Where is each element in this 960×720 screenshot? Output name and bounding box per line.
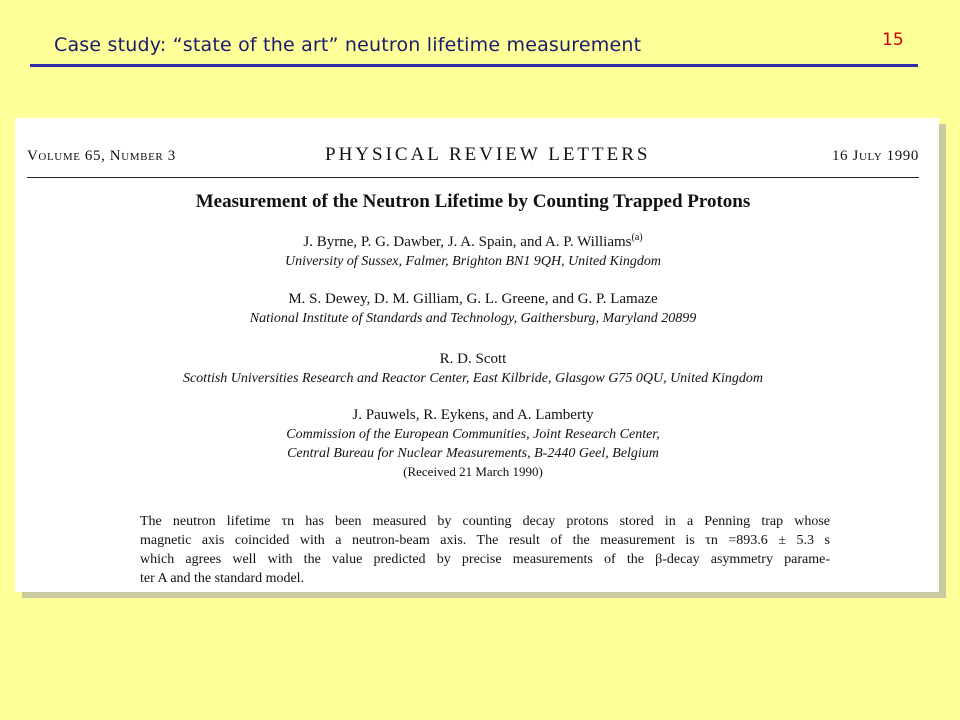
received-date: (Received 21 March 1990) — [403, 464, 543, 479]
abstract-line: ter A and the standard model. — [140, 571, 305, 586]
header-rule — [27, 177, 919, 178]
affiliation: University of Sussex, Falmer, Brighton BN1 9QH, United Kingdom — [284, 254, 662, 269]
journal-header — [27, 142, 919, 166]
abstract — [140, 512, 830, 588]
slide-number: 15 — [882, 30, 904, 50]
slide-title: Case study: “state of the art” neutron lifetime measurement — [54, 34, 642, 56]
author-group-3 — [15, 350, 931, 388]
affiliation: National Institute of Standards and Technology, Gaithersburg, Maryland 20899 — [249, 311, 697, 326]
author-list: M. S. Dewey, D. M. Gilliam, G. L. Greene, and G. P. Lamaze — [288, 291, 658, 307]
affiliation: Commission of the European Communities, Joint Research Center, — [286, 427, 660, 442]
affiliation: Central Bureau for Nuclear Measurements, B-2440 Geel, Belgium — [287, 446, 659, 461]
author-group-4 — [15, 406, 931, 481]
author-group-2 — [15, 290, 931, 328]
author-list: J. Byrne, P. G. Dawber, J. A. Spain, and A. P. Williams — [303, 234, 632, 250]
abstract-line: magnetic axis coincided with a neutron-beam axis. The result of the measurement is τn =893.6 ± 5.3 s — [140, 533, 830, 548]
author-footnote-mark: (a) — [631, 232, 643, 243]
affiliation: Scottish Universities Research and Reactor Center, East Kilbride, Glasgow G75 0QU, United Kingdom — [182, 371, 764, 386]
abstract-line: which agrees well with the value predicted by precise measurements of the β-decay asymmetry parame- — [140, 552, 830, 567]
abstract-line: The neutron lifetime τn has been measured by counting decay protons stored in a Penning trap whose — [140, 514, 830, 529]
paper-title: Measurement of the Neutron Lifetime by Counting Trapped Protons — [195, 191, 751, 212]
author-list: J. Pauwels, R. Eykens, and A. Lamberty — [352, 407, 594, 423]
journal-name: PHYSICAL REVIEW LETTERS — [325, 144, 651, 165]
title-underline — [30, 64, 918, 67]
author-list: R. D. Scott — [439, 351, 507, 367]
author-group-1 — [15, 228, 931, 271]
journal-date: 16 July 1990 — [831, 148, 919, 164]
journal-volume: Volume 65, Number 3 — [27, 148, 176, 164]
paper-excerpt — [15, 118, 939, 592]
